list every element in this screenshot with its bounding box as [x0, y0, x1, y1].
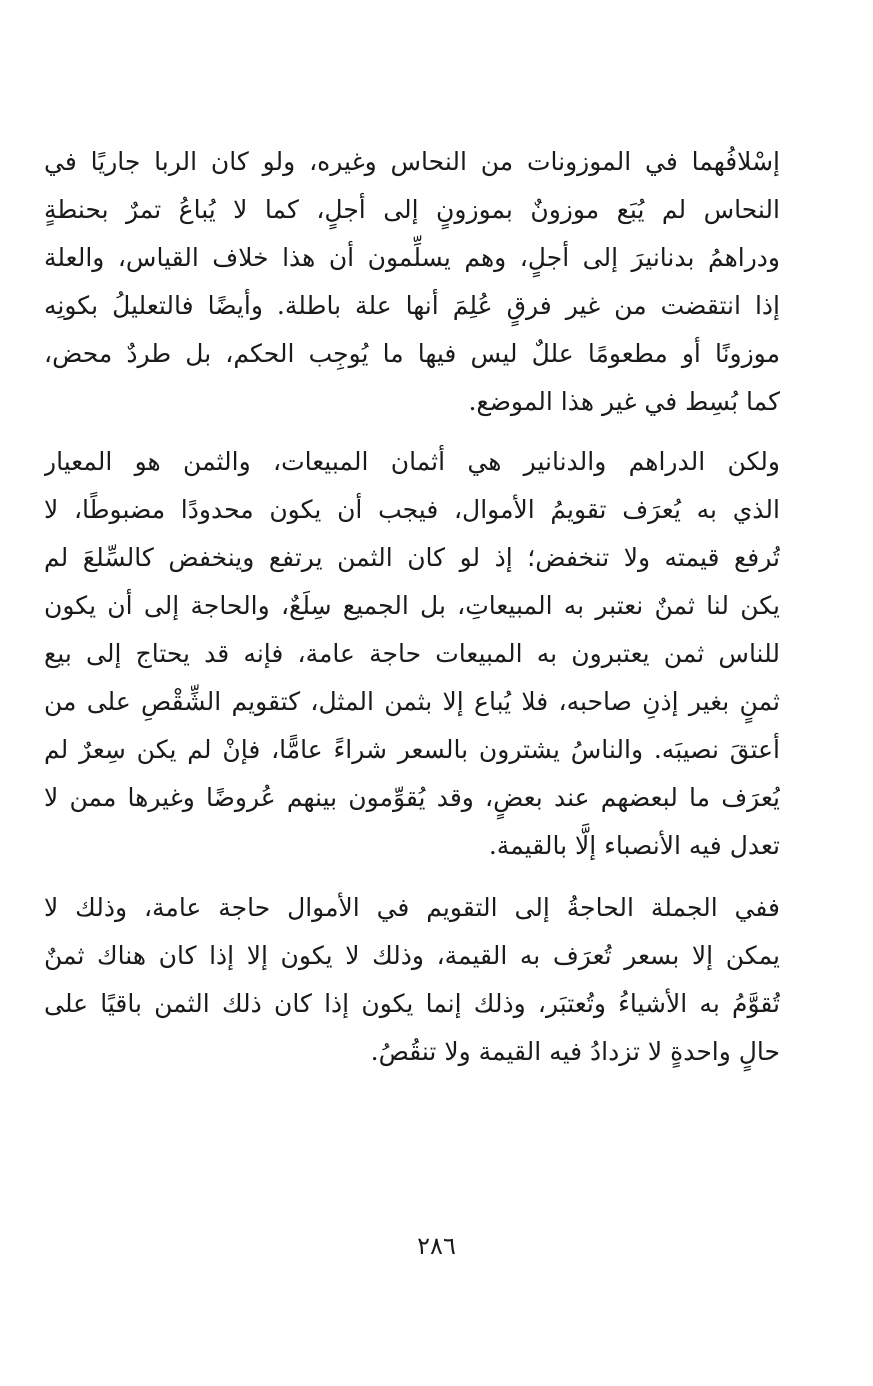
text-line: للناس ثمن يعتبرون به المبيعات حاجة عامة، فإنه قد يحتاج إلى بيع — [44, 639, 780, 668]
text-line: الذي به يُعرَف تقويمُ الأموال، فيجب أن يكون محدودًا مضبوطًا، لا — [44, 495, 780, 524]
paragraph-3 — [44, 884, 780, 1076]
paragraph-1 — [44, 138, 780, 426]
text-line: يكن لنا ثمنٌ نعتبر به المبيعاتِ، بل الجميع سِلَعٌ، والحاجة إلى أن يكون — [44, 591, 780, 620]
body-text — [44, 138, 780, 1076]
text-line: إسْلافُهما في الموزونات من النحاس وغيره، ولو كان الربا جاريًا في — [44, 147, 780, 176]
text-line: ففي الجملة الحاجةُ إلى التقويم في الأموال حاجة عامة، وذلك لا — [44, 893, 780, 922]
text-line: يمكن إلا بسعر تُعرَف به القيمة، وذلك لا يكون إلا إذا كان هناك ثمنٌ — [44, 941, 780, 970]
text-line: تعدل فيه الأنصباء إلَّا بالقيمة. — [488, 831, 780, 860]
text-line: النحاس لم يُبَع موزونٌ بموزونٍ إلى أجلٍ، كما لا يُباعُ تمرٌ بحنطةٍ — [44, 195, 780, 224]
text-line: إذا انتقضت من غير فرقٍ عُلِمَ أنها علة باطلة. وأيضًا فالتعليلُ بكونِه — [44, 291, 780, 320]
page-number: ٢٨٦ — [417, 1232, 456, 1260]
text-line: كما بُسِط في غير هذا الموضع. — [468, 387, 780, 416]
text-line: أعتقَ نصيبَه. والناسُ يشترون بالسعر شراءً عامًّا، فإنْ لم يكن سِعرٌ لم — [44, 735, 780, 764]
text-line: موزونًا أو مطعومًا عللٌ ليس فيها ما يُوجِب الحكم، بل طردٌ محض، — [44, 339, 780, 368]
text-line: تُرفع قيمته ولا تنخفض؛ إذ لو كان الثمن يرتفع وينخفض كالسِّلعَ لم — [44, 543, 780, 572]
text-line: تُقوَّمُ به الأشياءُ وتُعتبَر، وذلك إنما يكون إذا كان ذلك الثمن باقيًا على — [44, 989, 780, 1018]
text-line: ثمنٍ بغير إذنِ صاحبه، فلا يُباع إلا بثمن المثل، كتقويم الشِّقْصِ على من — [44, 687, 780, 716]
text-line: ولكن الدراهم والدنانير هي أثمان المبيعات، والثمن هو المعيار — [44, 447, 780, 476]
text-line: ودراهمُ بدنانيرَ إلى أجلٍ، وهم يسلِّمون أن هذا خلاف القياس، والعلة — [44, 243, 780, 272]
paragraph-2 — [44, 438, 780, 870]
text-line: يُعرَف ما لبعضهم عند بعضٍ، وقد يُقوِّمون بينهم عُروضًا وغيرها ممن لا — [44, 783, 780, 812]
text-line: حالٍ واحدةٍ لا تزدادُ فيه القيمة ولا تنقُصُ. — [370, 1037, 780, 1066]
